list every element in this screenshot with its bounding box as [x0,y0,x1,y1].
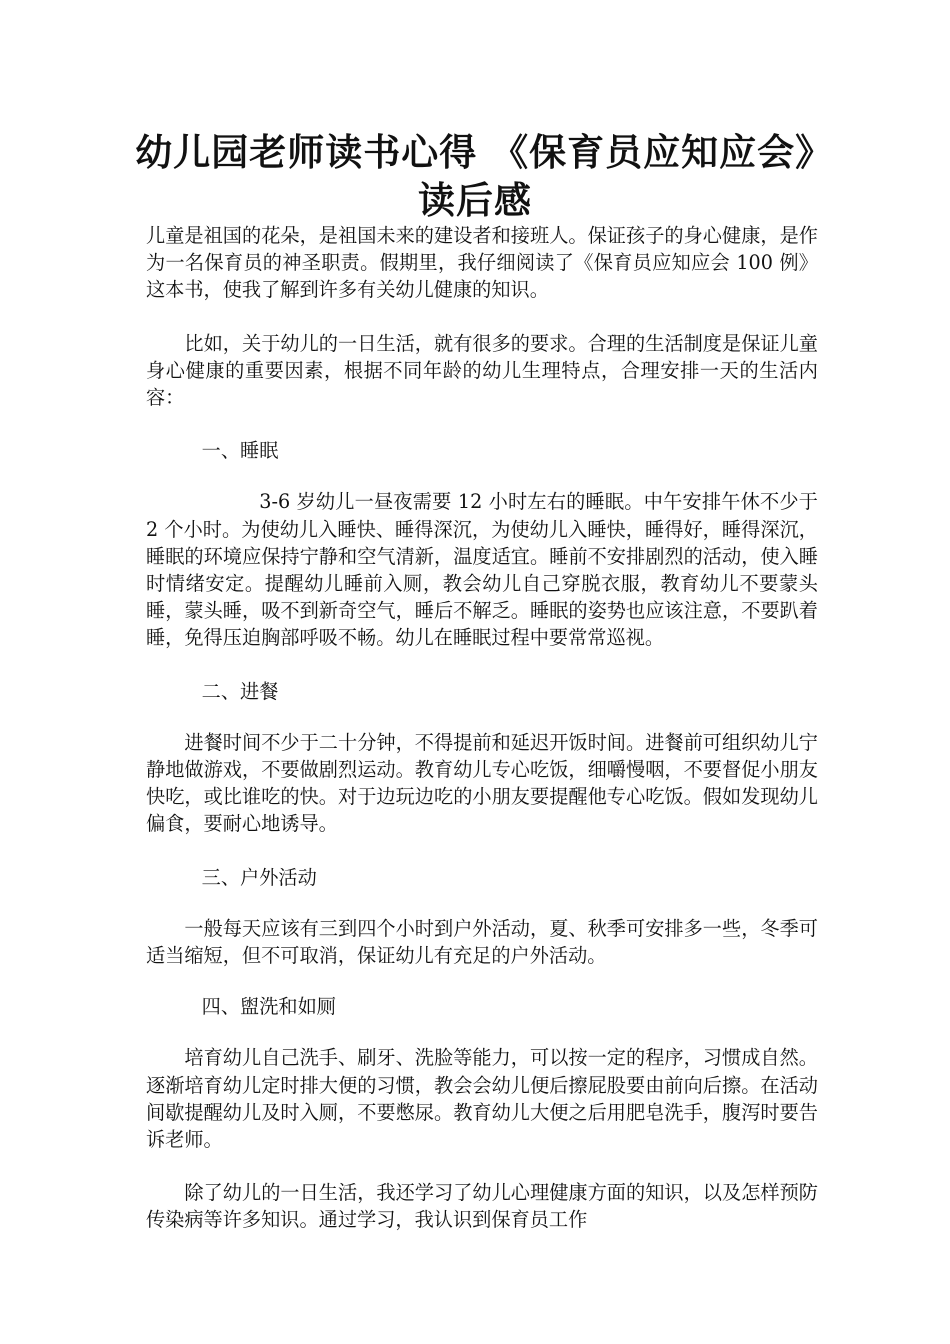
section-heading-outdoor: 三、户外活动 [201,865,317,889]
paragraph-meals: 进餐时间不少于二十分钟，不得提前和延迟开饭时间。进餐前可组织幼儿宁静地做游戏，不要做剧烈运动。教育幼儿专心吃饭，细嚼慢咽，不要督促小朋友快吃，或比谁吃的快。对于边玩边吃的小朋友要提醒他专心吃饭。假如发现幼儿偏食，要耐心地诱导。 [146,730,818,836]
document-body [146,222,818,1234]
paragraph-intro: 儿童是祖国的花朵，是祖国未来的建设者和接班人。保证孩子的身心健康，是作为一名保育员的神圣职责。假期里，我仔细阅读了《保育员应知应会 100 例》这本书，使我了解到许多有关幼儿健康的知识。 [146,224,818,302]
paragraph-conclusion: 除了幼儿的一日生活，我还学习了幼儿心理健康方面的知识，以及怎样预防传染病等许多知识。通过学习，我认识到保育员工作 [146,1181,818,1232]
section-heading-meals: 二、进餐 [201,679,279,703]
section-heading-hygiene: 四、盥洗和如厕 [201,995,336,1019]
section-heading-sleep: 一、睡眠 [201,439,279,463]
paragraph-outdoor: 一般每天应该有三到四个小时到户外活动，夏、秋季可安排多一些，冬季可适当缩短，但不可取消，保证幼儿有充足的户外活动。 [146,916,818,968]
paragraph-sleep: 3-6 岁幼儿一昼夜需要 12 小时左右的睡眠。中午安排午休不少于 2 个小时。为使幼儿入睡快、睡得深沉，为使幼儿入睡快，睡得好，睡得深沉，睡眠的环境应保持宁静和空气清新，温度适宜。睡前不安排剧烈的活动，使入睡时情绪安定。提醒幼儿睡前入厕，教会幼儿自己穿脱衣服，教育幼儿不要蒙头睡，蒙头睡，吸不到新奇空气，睡后不解乏。睡眠的姿势也应该注意，不要趴着睡，免得压迫胸部呼吸不畅。幼儿在睡眠过程中要常常巡视。 [146,490,818,650]
paragraph-daily-life: 比如，关于幼儿的一日生活，就有很多的要求。合理的生活制度是保证儿童身心健康的重要因素，根据不同年龄的幼儿生理特点，合理安排一天的生活内容： [146,331,818,410]
document-title: 幼儿园老师读书心得 《保育员应知应会》读后感 [135,130,815,222]
paragraph-hygiene: 培育幼儿自己洗手、刷牙、洗脸等能力，可以按一定的程序，习惯成自然。逐渐培育幼儿定时排大便的习惯，教会会幼儿便后擦屁股要由前向后擦。在活动间歇提醒幼儿及时入厕，不要憋尿。教育幼儿大便之后用肥皂洗手，腹泻时要告诉老师。 [146,1046,818,1152]
